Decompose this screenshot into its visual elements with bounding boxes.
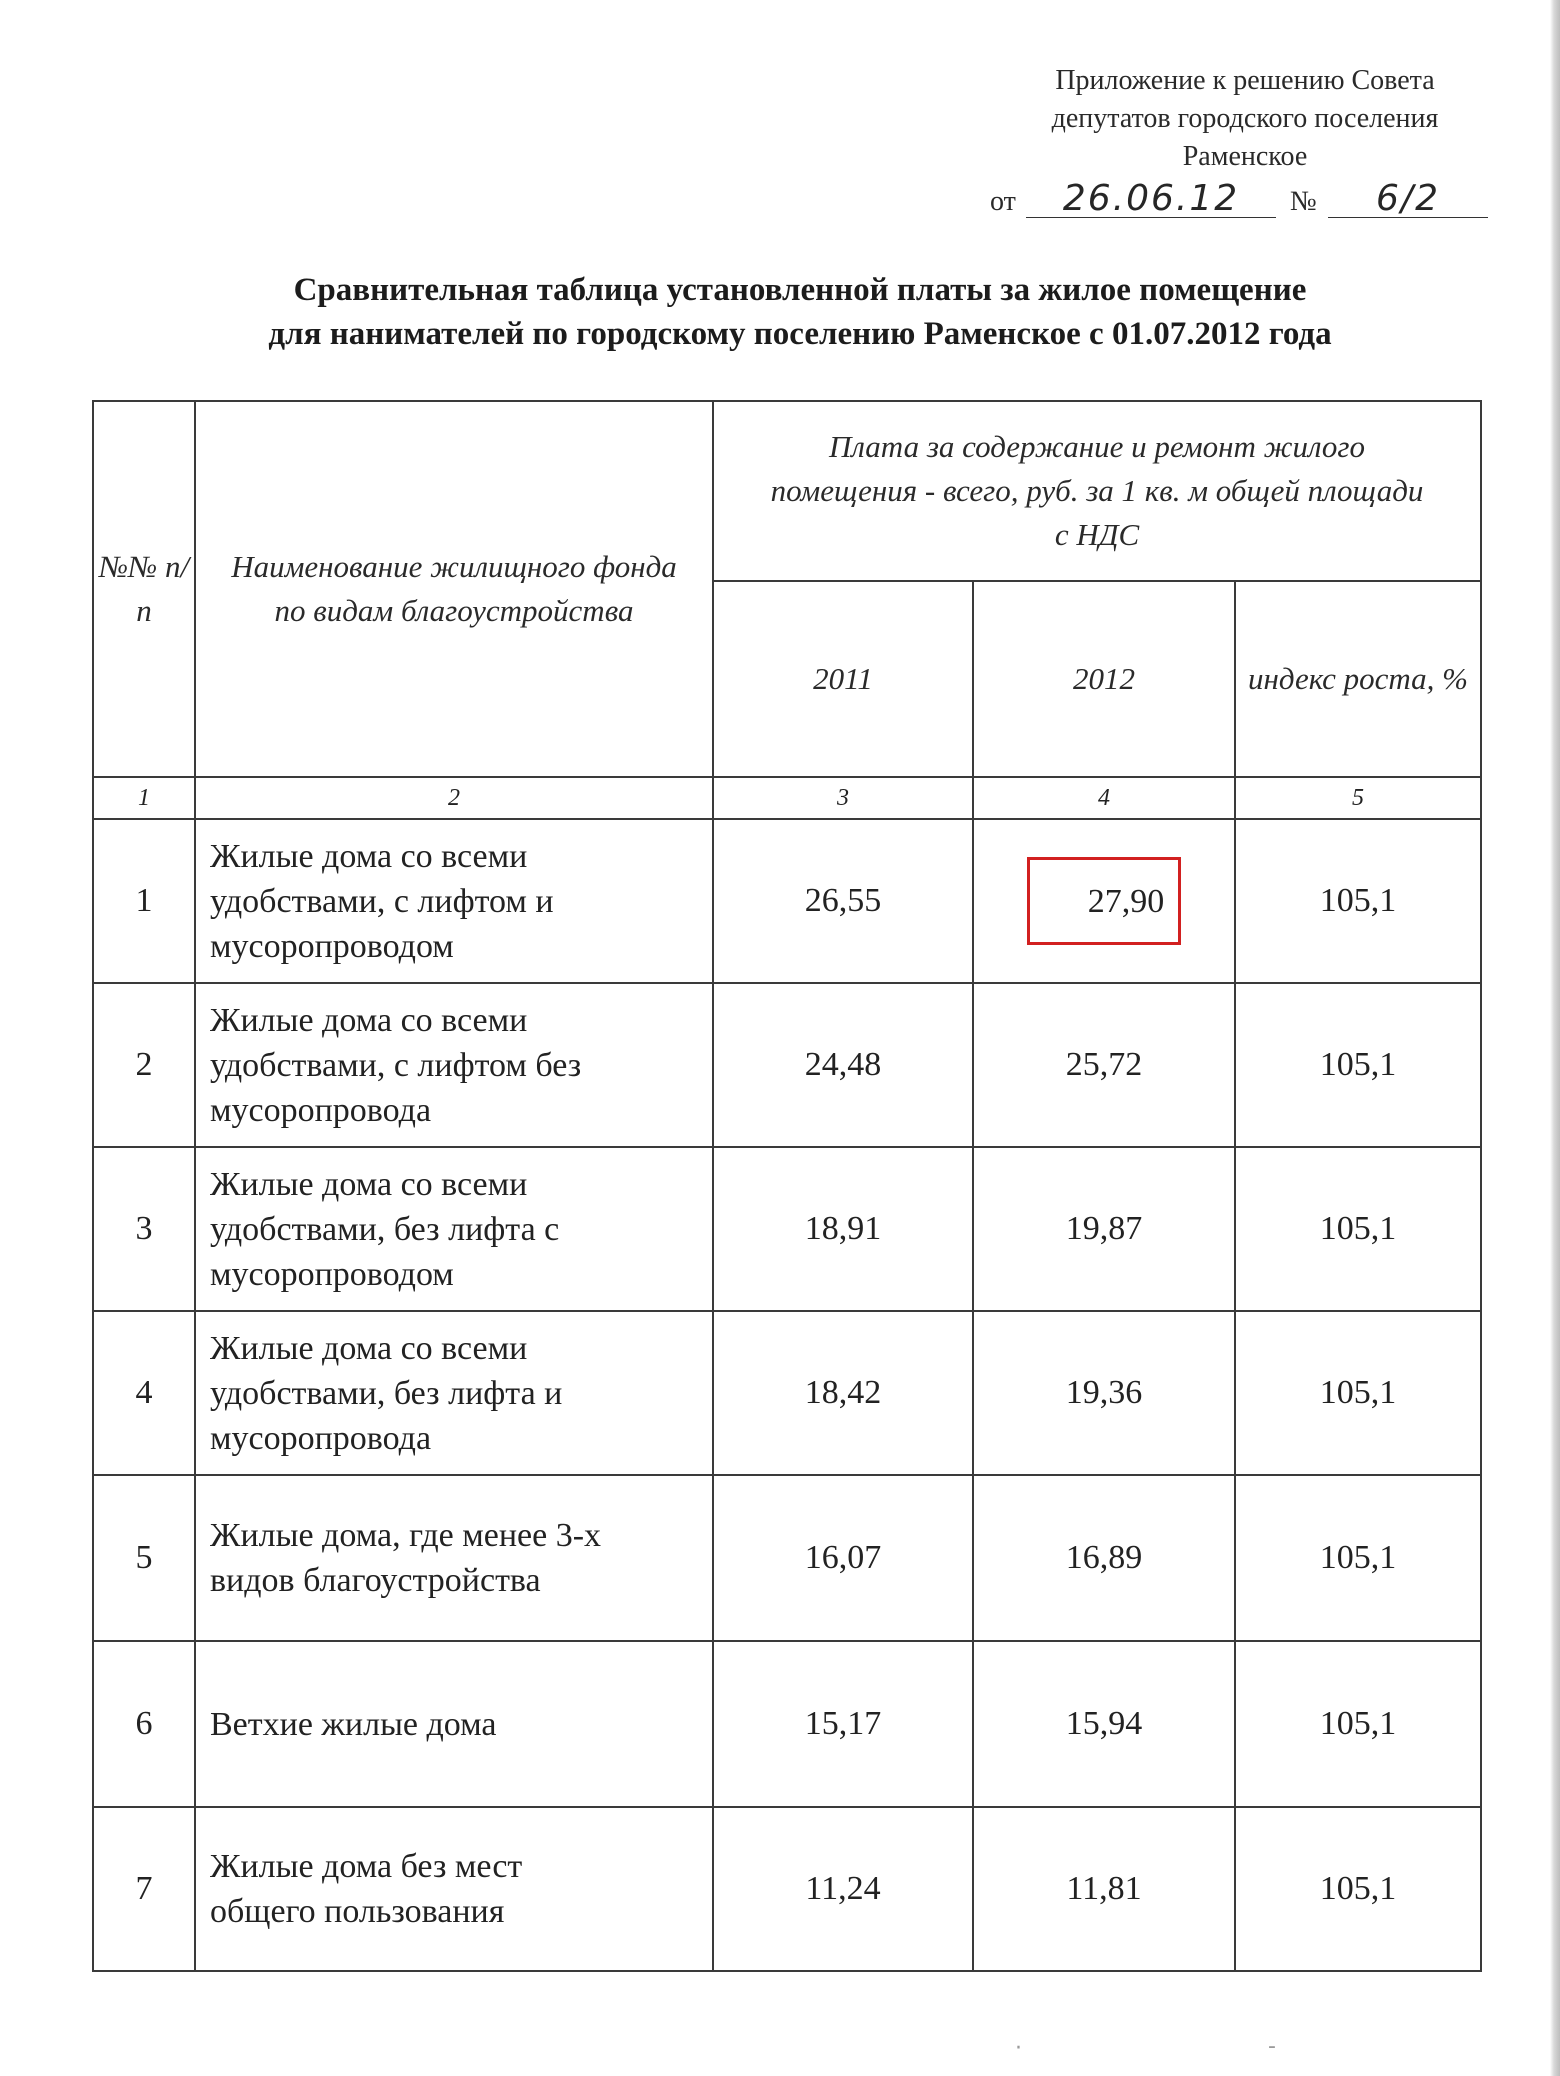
table-row	[93, 1641, 1481, 1807]
housing-type-line: мусоропроводом	[210, 927, 454, 965]
column-number-row	[93, 777, 1481, 819]
row-number: 5	[93, 1475, 195, 1641]
header-2012: 2012	[973, 581, 1235, 777]
appendix-note	[960, 62, 1530, 176]
housing-type-line: удобствами, с лифтом и	[210, 882, 554, 920]
housing-type	[195, 1641, 713, 1807]
housing-type	[195, 1147, 713, 1311]
fee-2011: 15,17	[713, 1641, 973, 1807]
growth-index: 105,1	[1235, 1311, 1481, 1475]
number-label: №	[1290, 186, 1317, 217]
column-number: 2	[195, 777, 713, 819]
table-row	[93, 1147, 1481, 1311]
fee-2011: 11,24	[713, 1807, 973, 1971]
growth-index: 105,1	[1235, 1807, 1481, 1971]
growth-index: 105,1	[1235, 983, 1481, 1147]
appendix-line-1: Приложение к решению Совета	[1055, 65, 1435, 96]
highlighted-value: 27,90	[1027, 857, 1182, 945]
handwritten-date: 26.06.12	[1026, 181, 1276, 218]
table-row	[93, 1807, 1481, 1971]
scan-speck: -	[1268, 2034, 1276, 2059]
row-number: 1	[93, 819, 195, 983]
fee-2011: 18,42	[713, 1311, 973, 1475]
appendix-line-3: Раменское	[1182, 141, 1308, 172]
housing-type-line: общего пользования	[210, 1893, 505, 1930]
decision-reference	[990, 178, 1490, 222]
fee-2012: 19,87	[973, 1147, 1235, 1311]
housing-type	[195, 1475, 713, 1641]
date-label: от	[990, 186, 1016, 217]
growth-index: 105,1	[1235, 1147, 1481, 1311]
row-number: 3	[93, 1147, 195, 1311]
header-name: Наименование жилищного фонда по видам благоустройства	[195, 401, 713, 777]
scan-speck: ·	[1015, 2036, 1022, 2061]
fee-2012: 15,94	[973, 1641, 1235, 1807]
fee-2012	[973, 819, 1235, 983]
fee-2011: 24,48	[713, 983, 973, 1147]
housing-type-line: удобствами, с лифтом без	[210, 1046, 582, 1084]
appendix-line-2: депутатов городского поселения	[1051, 103, 1439, 134]
header-no: №№ п/п	[93, 401, 195, 777]
handwritten-number: 6/2	[1328, 181, 1488, 218]
table-row	[93, 983, 1481, 1147]
housing-type	[195, 1311, 713, 1475]
column-number: 5	[1235, 777, 1481, 819]
table-row	[93, 1311, 1481, 1475]
housing-type-line: Жилые дома со всеми	[210, 1165, 528, 1203]
housing-type-line: Жилые дома без мест	[210, 1848, 523, 1885]
table-row	[93, 819, 1481, 983]
title-line-1: Сравнительная таблица установленной платы за жилое помещение	[293, 272, 1307, 308]
column-number: 1	[93, 777, 195, 819]
housing-type-line: Жилые дома со всеми	[210, 837, 528, 875]
housing-type-line: мусоропровода	[210, 1419, 432, 1457]
table-row	[93, 1475, 1481, 1641]
fee-2011: 26,55	[713, 819, 973, 983]
row-number: 4	[93, 1311, 195, 1475]
fee-2011: 16,07	[713, 1475, 973, 1641]
housing-type-line: мусоропровода	[210, 1091, 432, 1129]
growth-index: 105,1	[1235, 1641, 1481, 1807]
fee-2012: 25,72	[973, 983, 1235, 1147]
fee-2012: 11,81	[973, 1807, 1235, 1971]
fee-2012: 19,36	[973, 1311, 1235, 1475]
housing-type-line: удобствами, без лифта и	[210, 1374, 563, 1412]
housing-type-line: Ветхие жилые дома	[210, 1705, 497, 1743]
growth-index: 105,1	[1235, 819, 1481, 983]
row-number: 6	[93, 1641, 195, 1807]
header-fee-group: Плата за содержание и ремонт жилого помещения - всего, руб. за 1 кв. м общей площади с НДС	[713, 401, 1481, 581]
table-body	[93, 819, 1481, 1971]
fee-comparison-table	[92, 400, 1482, 1972]
housing-type-line: мусоропроводом	[210, 1255, 454, 1293]
housing-type-line: Жилые дома со всеми	[210, 1329, 528, 1367]
header-row-1	[93, 401, 1481, 581]
housing-type	[195, 983, 713, 1147]
housing-type	[195, 1807, 713, 1971]
fee-2012: 16,89	[973, 1475, 1235, 1641]
column-number: 4	[973, 777, 1235, 819]
housing-type-line: видов благоустройства	[210, 1562, 541, 1599]
document-title	[120, 268, 1480, 356]
row-number: 2	[93, 983, 195, 1147]
row-number: 7	[93, 1807, 195, 1971]
column-number: 3	[713, 777, 973, 819]
scan-page-edge	[1550, 0, 1560, 2076]
title-line-2: для нанимателей по городскому поселению Раменское с 01.07.2012 года	[268, 316, 1332, 352]
housing-type-line: Жилые дома, где менее 3-х	[210, 1517, 602, 1554]
housing-type-line: Жилые дома со всеми	[210, 1001, 528, 1039]
fee-2011: 18,91	[713, 1147, 973, 1311]
header-growth-index: индекс роста, %	[1235, 581, 1481, 777]
housing-type-line: удобствами, без лифта с	[210, 1210, 560, 1248]
header-2011: 2011	[713, 581, 973, 777]
growth-index: 105,1	[1235, 1475, 1481, 1641]
housing-type	[195, 819, 713, 983]
